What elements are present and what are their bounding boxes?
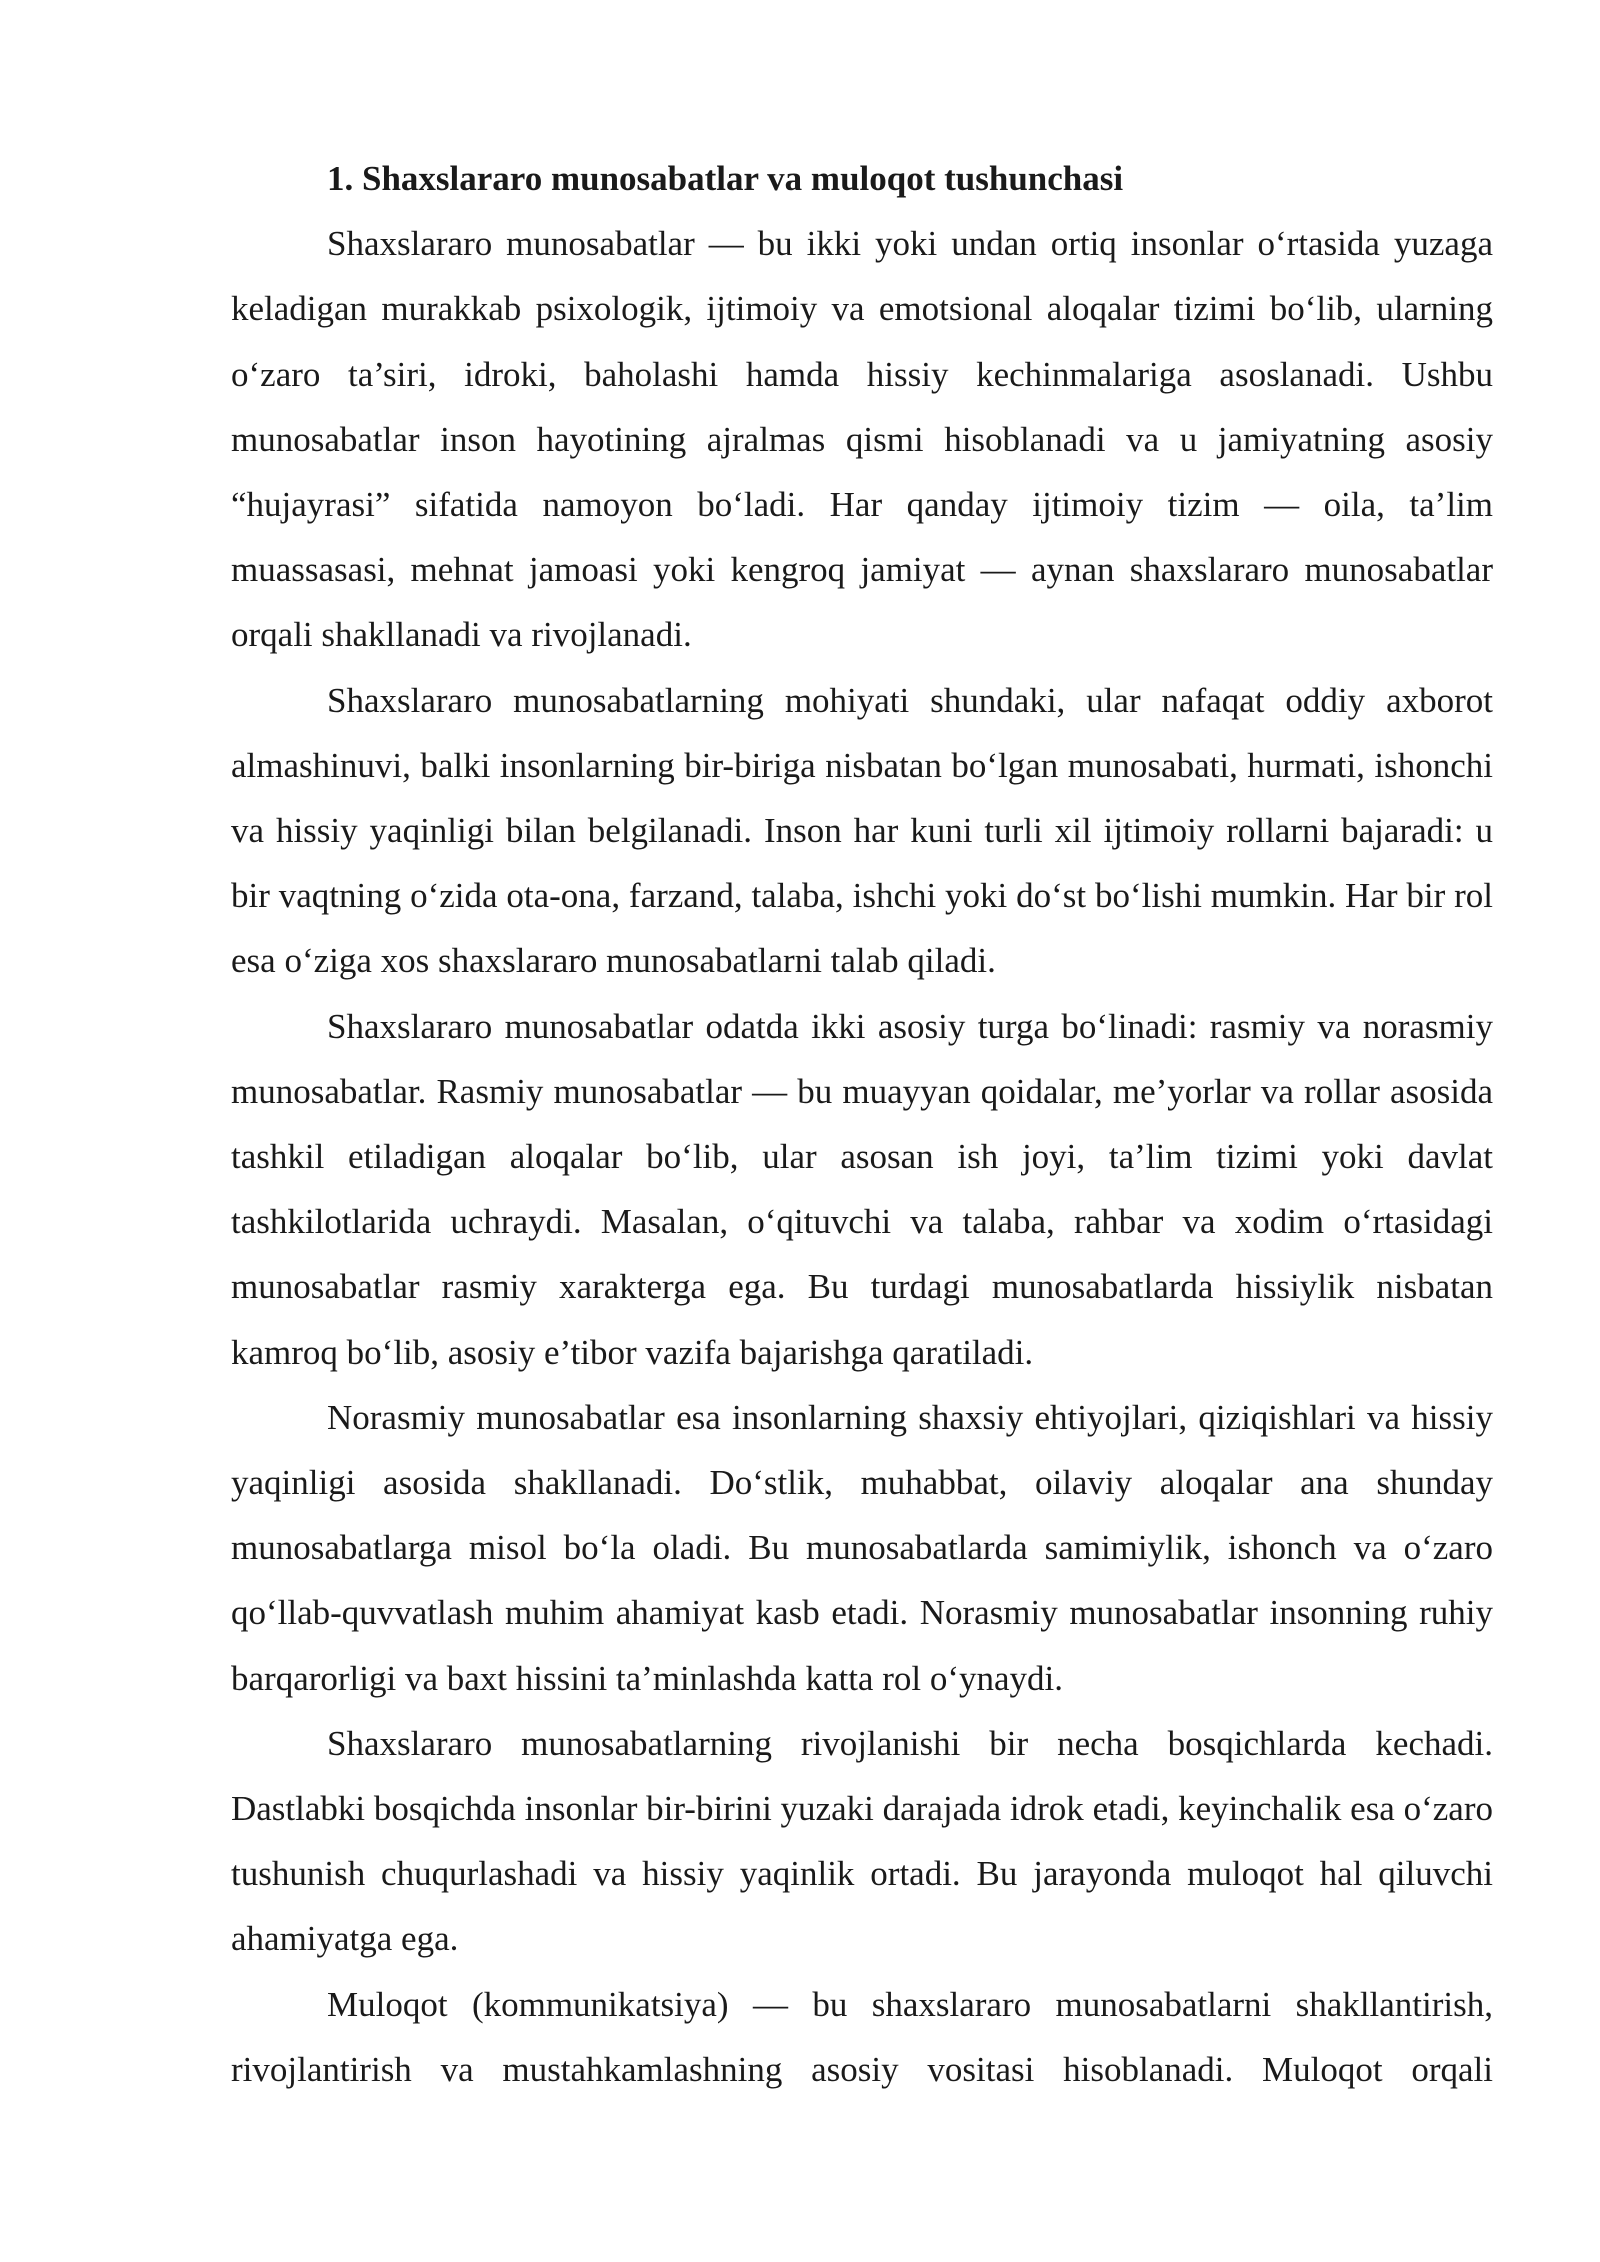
paragraph: Shaxslararo munosabatlar — bu ikki yoki undan ortiq insonlar o‘rtasida yuzaga keladigan murakkab psixologik, ijtimoiy va emotsional aloqalar tizimi bo‘lib, ularning o‘zaro ta’siri, idroki, baholashi hamda hissiy kechinmalariga asoslanadi. Ushbu munosabatlar inson hayotining ajralmas qismi hisoblanadi va u jamiyatning asosiy “hujayrasi” sifatida namoyon bo‘ladi. Har qanday ijtimoiy tizim — oila, ta’lim muassasasi, mehnat jamoasi yoki kengroq jamiyat — aynan shaxslararo munosabatlar orqali shakllanadi va rivojlanadi. xyxy=(231,224,1493,655)
section-heading: 1. Shaxslararo munosabatlar va muloqot tushunchasi xyxy=(327,159,1124,198)
paragraph: Shaxslararo munosabatlarning rivojlanishi bir necha bosqichlarda kechadi. Dastlabki bosqichda insonlar bir-birini yuzaki darajada idrok etadi, keyinchalik esa o‘zaro tushunish chuqurlashadi va hissiy yaqinlik ortadi. Bu jarayonda muloqot hal qiluvchi ahamiyatga ega. xyxy=(231,1723,1493,1959)
paragraph: Shaxslararo munosabatlar odatda ikki asosiy turga bo‘linadi: rasmiy va norasmiy munosabatlar. Rasmiy munosabatlar — bu muayyan qoidalar, me’yorlar va rollar asosida tashkil etiladigan aloqalar bo‘lib, ular asosan ish joyi, ta’lim tizimi yoki davlat tashkilotlarida uchraydi. Masalan, o‘qituvchi va talaba, rahbar va xodim o‘rtasidagi munosabatlar rasmiy xarakterga ega. Bu turdagi munosabatlarda hissiylik nisbatan kamroq bo‘lib, asosiy e’tibor vazifa bajarishga qaratiladi. xyxy=(231,1006,1493,1372)
paragraph: Norasmiy munosabatlar esa insonlarning shaxsiy ehtiyojlari, qiziqishlari va hissiy yaqinligi asosida shakllanadi. Do‘stlik, muhabbat, oilaviy aloqalar ana shunday munosabatlarga misol bo‘la oladi. Bu munosabatlarda samimiylik, ishonch va o‘zaro qo‘llab-quvvatlash muhim ahamiyat kasb etadi. Norasmiy munosabatlar insonning ruhiy barqarorligi va baxt hissini ta’minlashda katta rol o‘ynaydi. xyxy=(231,1397,1493,1698)
paragraph: Shaxslararo munosabatlarning mohiyati shundaki, ular nafaqat oddiy axborot almashinuvi, balki insonlarning bir-biriga nisbatan bo‘lgan munosabati, hurmati, ishonchi va hissiy yaqinligi bilan belgilanadi. Inson har kuni turli xil ijtimoiy rollarni bajaradi: u bir vaqtning o‘zida ota-ona, farzand, talaba, ishchi yoki do‘st bo‘lishi mumkin. Har bir rol esa o‘ziga xos shaxslararo munosabatlarni talab qiladi. xyxy=(231,680,1493,981)
document-body xyxy=(231,146,1493,2102)
paragraph-continued: Muloqot (kommunikatsiya) — bu shaxslararo munosabatlarni shakllantirish, rivojlantirish va mustahkamlashning asosiy vositasi hisoblanadi. Muloqot orqali xyxy=(231,1984,1493,2089)
